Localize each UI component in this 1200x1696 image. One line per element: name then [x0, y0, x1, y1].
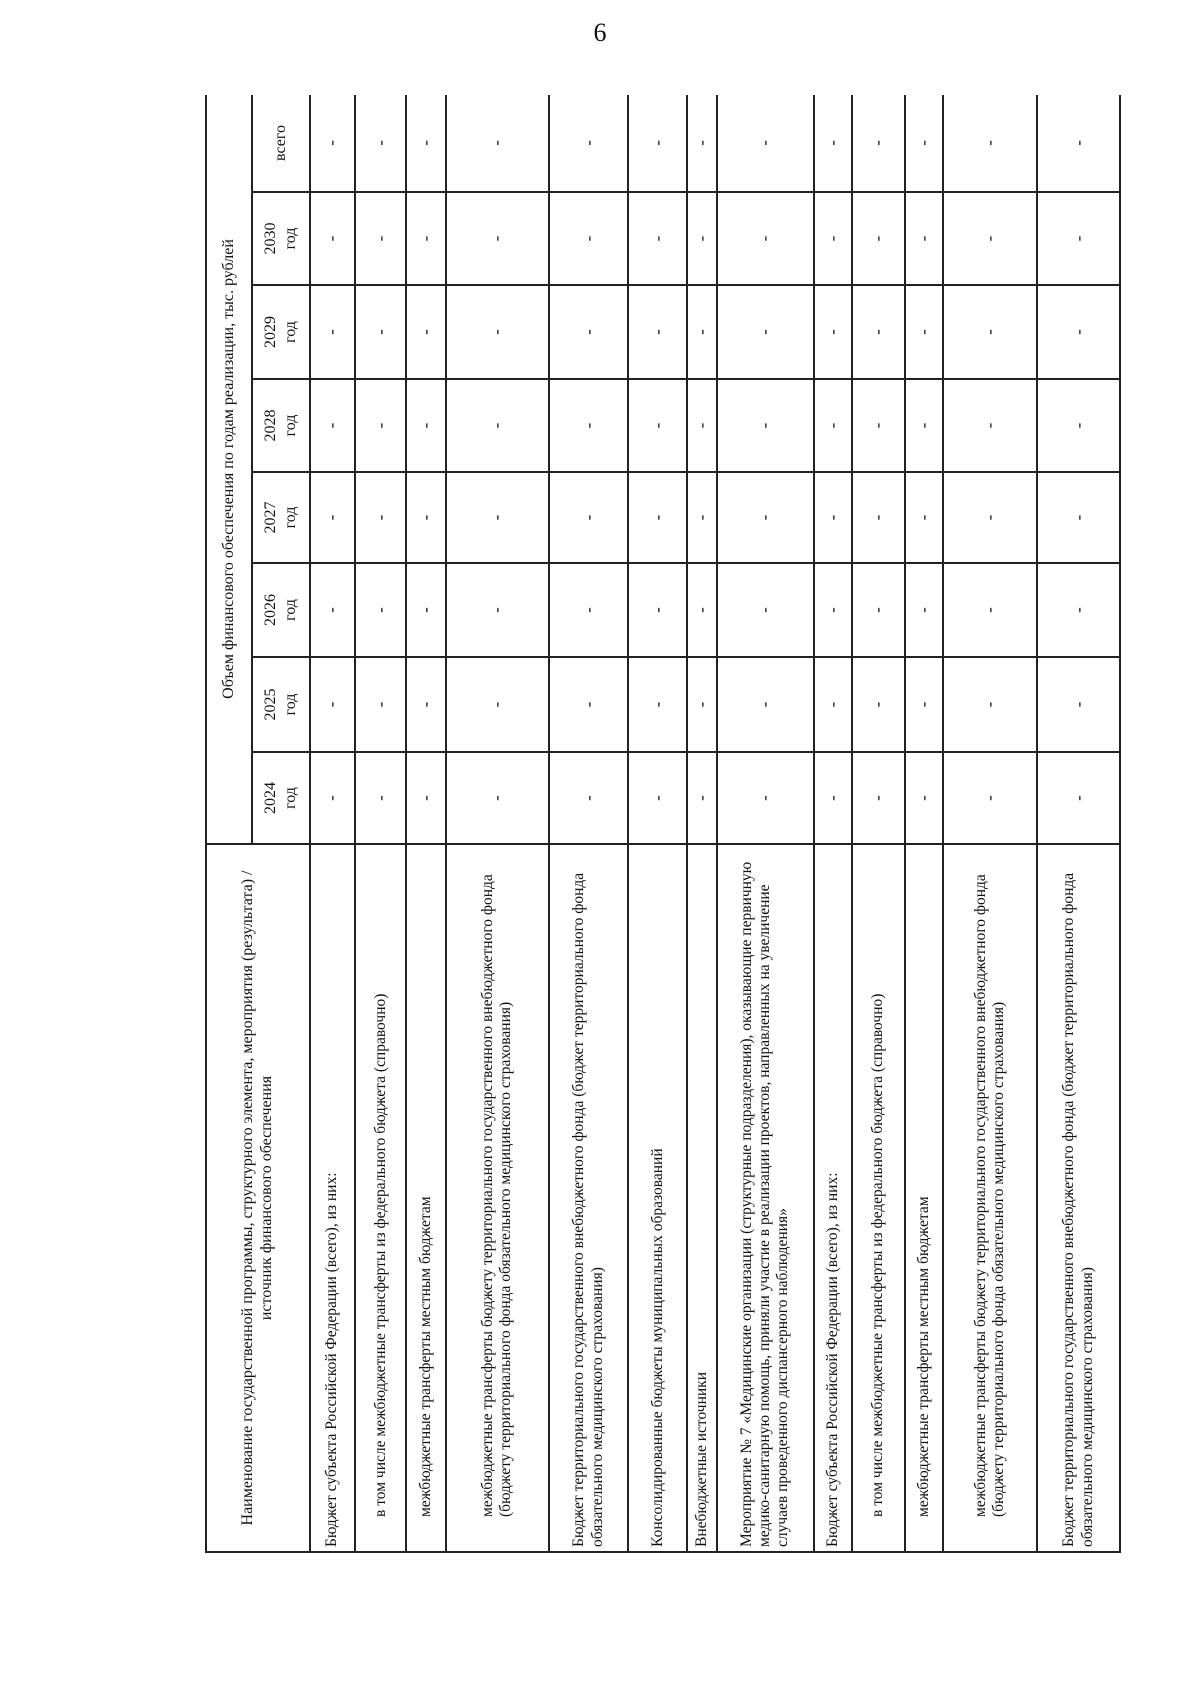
table-row — [628, 95, 687, 1552]
table-row — [355, 95, 406, 1552]
cell-value: - — [628, 379, 687, 472]
cell-value: - — [717, 192, 813, 285]
cell-value: - — [943, 192, 1037, 285]
cell-value: - — [814, 657, 853, 752]
year-header: 2025 год — [252, 657, 310, 752]
table-row — [446, 95, 549, 1552]
cell-value: - — [943, 95, 1037, 192]
cell-value: - — [406, 563, 446, 657]
cell-value: - — [943, 657, 1037, 752]
cell-value: - — [717, 563, 813, 657]
funding-group-header: Объем финансового обеспечения по годам реализации, тыс. рублей — [206, 95, 252, 844]
cell-value: - — [905, 563, 944, 657]
cell-value: - — [628, 563, 687, 657]
table-row — [717, 95, 813, 1552]
table-row — [814, 95, 853, 1552]
row-name: Бюджет территориального государственного внебюджетного фонда (бюджет территориального фонда обязательного медицинского страхования) — [1037, 844, 1120, 1552]
cell-value: - — [549, 379, 628, 472]
cell-value: - — [717, 472, 813, 563]
cell-value: - — [687, 752, 717, 844]
cell-value: - — [628, 472, 687, 563]
cell-value: - — [310, 472, 355, 563]
cell-value: - — [687, 379, 717, 472]
cell-value: - — [406, 192, 446, 285]
cell-value: - — [1037, 285, 1120, 379]
financing-table — [205, 95, 1121, 1553]
cell-value: - — [814, 285, 853, 379]
row-name: межбюджетные трансферты бюджету территориального государственного внебюджетного фонда (бюджету территориального фонда обязательного медицинского страхования) — [943, 844, 1037, 1552]
cell-value: - — [628, 752, 687, 844]
cell-value: - — [717, 379, 813, 472]
cell-value: - — [355, 285, 406, 379]
cell-value: - — [687, 472, 717, 563]
cell-value: - — [814, 192, 853, 285]
cell-value: - — [852, 563, 905, 657]
year-header: 2027 год — [252, 472, 310, 563]
cell-value: - — [814, 563, 853, 657]
cell-value: - — [406, 379, 446, 472]
cell-value: - — [717, 752, 813, 844]
cell-value: - — [446, 563, 549, 657]
cell-value: - — [852, 95, 905, 192]
cell-value: - — [549, 563, 628, 657]
cell-value: - — [549, 192, 628, 285]
cell-value: - — [355, 472, 406, 563]
cell-value: - — [1037, 752, 1120, 844]
name-column-header: Наименование государственной программы, структурного элемента, мероприятия (результата) / источник финансового обеспечения — [206, 844, 310, 1552]
cell-value: - — [905, 379, 944, 472]
cell-value: - — [814, 95, 853, 192]
cell-value: - — [355, 95, 406, 192]
cell-value: - — [355, 657, 406, 752]
cell-value: - — [1037, 657, 1120, 752]
cell-value: - — [446, 285, 549, 379]
cell-value: - — [310, 285, 355, 379]
cell-value: - — [406, 285, 446, 379]
table-row — [852, 95, 905, 1552]
cell-value: - — [310, 657, 355, 752]
cell-value: - — [1037, 95, 1120, 192]
page-number: 6 — [593, 18, 607, 47]
cell-value: - — [549, 285, 628, 379]
cell-value: - — [355, 752, 406, 844]
year-header: 2028 год — [252, 379, 310, 472]
cell-value: - — [717, 657, 813, 752]
cell-value: - — [446, 472, 549, 563]
row-name: Бюджет субъекта Российской Федерации (всего), из них: — [814, 844, 853, 1552]
table-container — [205, 95, 1121, 1553]
cell-value: - — [1037, 379, 1120, 472]
cell-value: - — [549, 95, 628, 192]
row-name: Мероприятие № 7 «Медицинские организации (структурные подразделения), оказывающие первичную медико-санитарную помощь, приняли участие в реализации проектов, направленных на увеличение случаев проведенного диспансерного наблюдения» — [717, 844, 813, 1552]
row-name: межбюджетные трансферты местным бюджетам — [406, 844, 446, 1552]
table-row — [905, 95, 944, 1552]
cell-value: - — [1037, 472, 1120, 563]
cell-value: - — [905, 472, 944, 563]
row-name: в том числе межбюджетные трансферты из федерального бюджета (справочно) — [355, 844, 406, 1552]
cell-value: - — [406, 95, 446, 192]
cell-value: - — [905, 95, 944, 192]
cell-value: - — [717, 95, 813, 192]
cell-value: - — [687, 285, 717, 379]
table-row — [406, 95, 446, 1552]
cell-value: - — [717, 285, 813, 379]
cell-value: - — [406, 472, 446, 563]
cell-value: - — [943, 285, 1037, 379]
cell-value: - — [406, 752, 446, 844]
cell-value: - — [905, 192, 944, 285]
cell-value: - — [943, 752, 1037, 844]
cell-value: - — [355, 379, 406, 472]
cell-value: - — [628, 657, 687, 752]
cell-value: - — [905, 285, 944, 379]
cell-value: - — [943, 472, 1037, 563]
cell-value: - — [406, 657, 446, 752]
row-name: Бюджет субъекта Российской Федерации (всего), из них: — [310, 844, 355, 1552]
cell-value: - — [852, 752, 905, 844]
cell-value: - — [355, 563, 406, 657]
row-name: Консолидированные бюджеты муниципальных образований — [628, 844, 687, 1552]
cell-value: - — [814, 472, 853, 563]
cell-value: - — [852, 472, 905, 563]
cell-value: - — [814, 379, 853, 472]
cell-value: - — [687, 657, 717, 752]
cell-value: - — [446, 95, 549, 192]
year-header: 2026 год — [252, 563, 310, 657]
cell-value: - — [852, 379, 905, 472]
row-name: в том числе межбюджетные трансферты из федерального бюджета (справочно) — [852, 844, 905, 1552]
table-row — [1037, 95, 1120, 1552]
row-name: межбюджетные трансферты местным бюджетам — [905, 844, 944, 1552]
cell-value: - — [628, 192, 687, 285]
cell-value: - — [549, 752, 628, 844]
year-header: 2029 год — [252, 285, 310, 379]
cell-value: - — [446, 657, 549, 752]
cell-value: - — [943, 563, 1037, 657]
cell-value: - — [905, 752, 944, 844]
cell-value: - — [628, 95, 687, 192]
table-row — [943, 95, 1037, 1552]
cell-value: - — [446, 752, 549, 844]
cell-value: - — [310, 752, 355, 844]
year-header: 2024 год — [252, 752, 310, 844]
table-row — [687, 95, 717, 1552]
row-name: межбюджетные трансферты бюджету территориального государственного внебюджетного фонда (бюджету территориального фонда обязательного медицинского страхования) — [446, 844, 549, 1552]
cell-value: - — [1037, 563, 1120, 657]
table-row — [310, 95, 355, 1552]
cell-value: - — [687, 192, 717, 285]
row-name: Внебюджетные источники — [687, 844, 717, 1552]
cell-value: - — [1037, 192, 1120, 285]
total-header: всего — [252, 95, 310, 192]
cell-value: - — [628, 285, 687, 379]
cell-value: - — [355, 192, 406, 285]
cell-value: - — [446, 192, 549, 285]
cell-value: - — [446, 379, 549, 472]
cell-value: - — [814, 752, 853, 844]
table-row — [549, 95, 628, 1552]
cell-value: - — [905, 657, 944, 752]
cell-value: - — [310, 95, 355, 192]
cell-value: - — [310, 563, 355, 657]
cell-value: - — [852, 285, 905, 379]
year-header: 2030 год — [252, 192, 310, 285]
cell-value: - — [310, 192, 355, 285]
cell-value: - — [310, 379, 355, 472]
cell-value: - — [943, 379, 1037, 472]
cell-value: - — [687, 95, 717, 192]
row-name: Бюджет территориального государственного внебюджетного фонда (бюджет территориального фонда обязательного медицинского страхования) — [549, 844, 628, 1552]
cell-value: - — [852, 657, 905, 752]
cell-value: - — [549, 472, 628, 563]
cell-value: - — [687, 563, 717, 657]
cell-value: - — [852, 192, 905, 285]
cell-value: - — [549, 657, 628, 752]
